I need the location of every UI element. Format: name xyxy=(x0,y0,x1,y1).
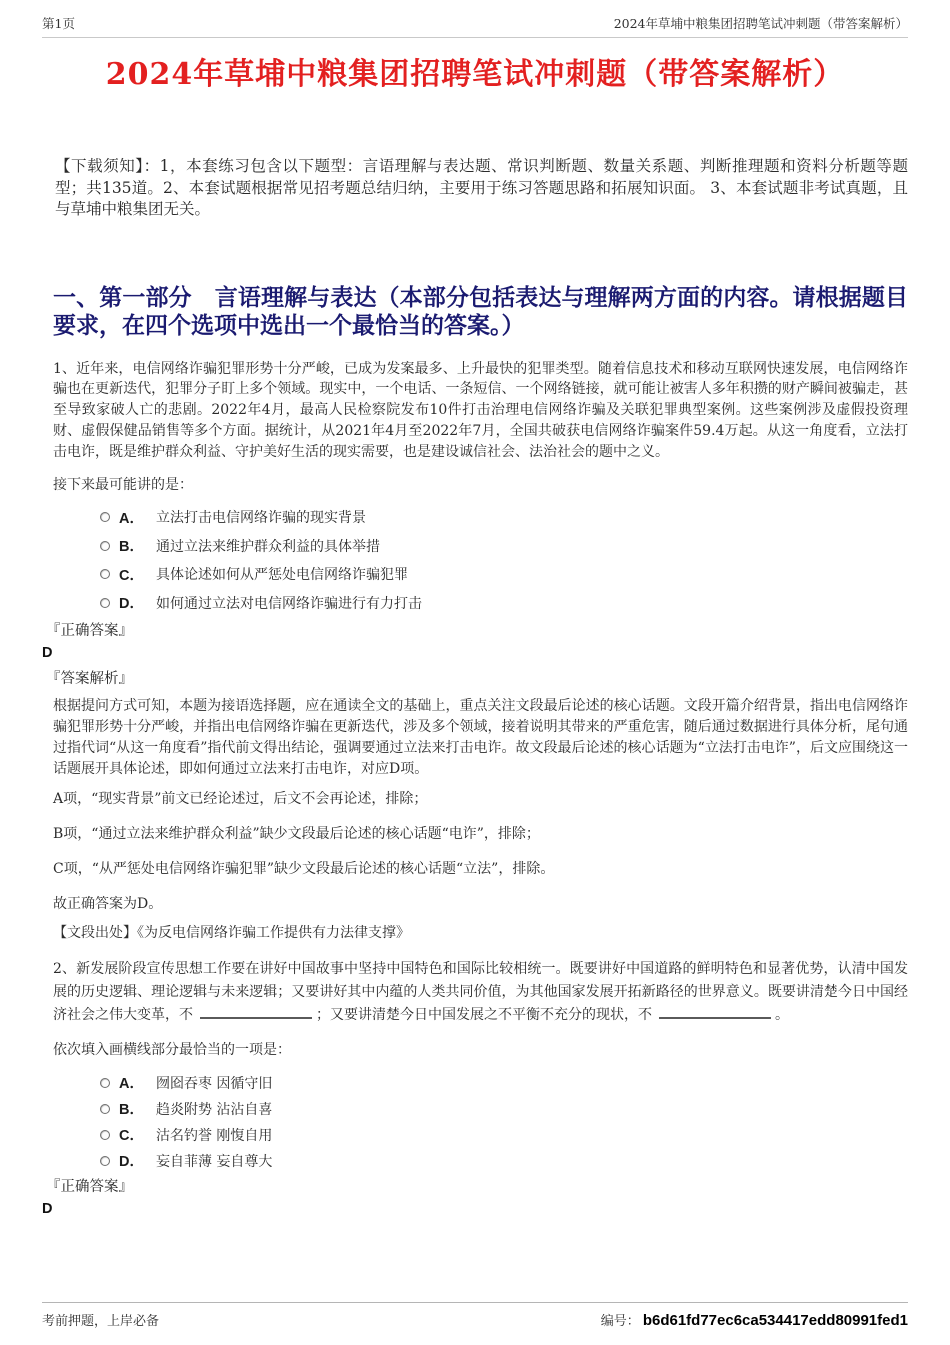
analysis-point-c: C项，“从严惩处电信网络诈骗犯罪”缺少文段最后论述的核心话题“立法”，排除。 xyxy=(53,860,555,877)
page-header xyxy=(42,0,908,38)
option-letter: D． xyxy=(119,596,144,613)
option-row-b[interactable] xyxy=(100,536,950,556)
option-letter: C． xyxy=(119,567,144,584)
option-text: 趋炎附势 沾沾自喜 xyxy=(155,1101,273,1118)
option-row-c[interactable] xyxy=(100,1125,950,1145)
option-letter: A． xyxy=(119,1076,144,1093)
question-1-analysis: 根据提问方式可知，本题为接语选择题，应在通读全文的基础上，重点关注文段最后论述的核心话题。文段开篇介绍背景，指出电信网络诈骗犯罪形势十分严峻，并指出电信网络诈骗在更新迭代，涉及多个领域，接着说明其带来的严重危害，随后通过数据进行具体分析，尾句通过指代词“从这一角度看”指代前文得出结论，强调要通过立法来打击电诈。故文段最后论述的核心话题为“立法打击电诈”，后文应围绕这一话题展开具体论述，即如何通过立法来打击电诈，对应D项。 xyxy=(53,698,908,777)
question-1-options xyxy=(100,507,950,613)
question-2-text xyxy=(53,958,908,1027)
serial-value: b6d61fd77ec6ca534417edd80991fed1 xyxy=(642,1312,908,1329)
section-heading: 一、第一部分 言语理解与表达（本部分包括表达与理解两方面的内容。请根据题目要求，在四个选项中选出一个最恰当的答案。） xyxy=(53,283,908,339)
question-2-text-part1: 2、新发展阶段宣传思想工作要在讲好中国故事中坚持中国特色和国际比较相统一。既要讲好中国道路的鲜明特色和显著优势，认清中国发展的历史逻辑、理论逻辑与未来逻辑；又要讲好其中内蕴的人类共同价值，为其他国家发展开拓新路径的世界意义。既要讲清楚今日中国经济社会之伟大变革，不 xyxy=(53,960,908,1023)
option-text: 囫囵吞枣 因循守旧 xyxy=(155,1075,273,1092)
option-row-d[interactable] xyxy=(100,1151,950,1171)
option-text: 通过立法来维护群众利益的具体举措 xyxy=(155,538,380,555)
radio-button-icon[interactable] xyxy=(100,1156,110,1166)
radio-button-icon[interactable] xyxy=(100,541,110,551)
radio-button-icon[interactable] xyxy=(100,1130,110,1140)
option-text: 妄自菲薄 妄自尊大 xyxy=(155,1153,273,1170)
correct-answer-value-q1: D xyxy=(42,645,53,662)
radio-button-icon[interactable] xyxy=(100,512,110,522)
page-number: 第1页 xyxy=(42,16,75,31)
question-1-text: 1、近年来，电信网络诈骗犯罪形势十分严峻，已成为发案最多、上升最快的犯罪类型。随着信息技术和移动互联网快速发展，电信网络诈骗也在更新迭代，犯罪分子盯上多个领域。现实中，一个电话、一条短信、一个网络链接，就可能让被害人多年积攒的财产瞬间被骗走，甚至导致家破人亡的悲剧。2022年4月，最高人民检察院发布10件打击治理电信网络诈骗及关联犯罪典型案例。这些案例涉及虚假投资理财、虚假保健品销售等多个方面。据统计，从2021年4月至2022年7月，全国共破获电信网络诈骗案件59.4万起。从这一角度看，立法打击电诈，既是维护群众利益、守护美好生活的现实需要，也是建设诚信社会、法治社会的题中之义。 xyxy=(53,360,908,460)
blank-line xyxy=(200,1006,312,1019)
header-doc-title: 2024年草埔中粮集团招聘笔试冲刺题（带答案解析） xyxy=(613,16,908,31)
option-row-a[interactable] xyxy=(100,1073,950,1093)
serial-label: 编号： xyxy=(600,1314,640,1329)
answer-analysis-label: 『答案解析』 xyxy=(46,671,133,688)
question-2-prompt: 依次填入画横线部分最恰当的一项是： xyxy=(53,1041,291,1058)
option-letter: D． xyxy=(119,1154,144,1171)
option-row-c[interactable] xyxy=(100,564,950,584)
footer-slogan: 考前押题，上岸必备 xyxy=(42,1314,160,1329)
radio-button-icon[interactable] xyxy=(100,569,110,579)
question-2-text-part2: ；又要讲清楚今日中国发展之不平衡不充分的现状，不 xyxy=(316,1006,652,1023)
download-notice: 【下载须知】：1，本套练习包含以下题型：言语理解与表达题、常识判断题、数量关系题、判断推理题和资料分析题等题型；共135道。2、本套试题根据常见招考题总结归纳，主要用于练习答题思路和拓展知识面。 3、本套试题非考试真题，且与草埔中粮集团无关。 xyxy=(55,157,908,218)
analysis-point-a: A项，“现实背景”前文已经论述过，后文不会再论述，排除； xyxy=(53,790,428,807)
analysis-point-b: B项，“通过立法来维护群众利益”缺少文段最后论述的核心话题“电诈”，排除； xyxy=(53,825,540,842)
correct-answer-label: 『正确答案』 xyxy=(46,623,133,640)
analysis-conclusion: 故正确答案为D。 xyxy=(53,895,163,912)
question-2-options xyxy=(100,1073,950,1171)
footer-serial xyxy=(601,1310,908,1329)
question-1-prompt: 接下来最可能讲的是： xyxy=(53,477,193,494)
correct-answer-label: 『正确答案』 xyxy=(46,1178,133,1195)
radio-button-icon[interactable] xyxy=(100,1078,110,1088)
option-text: 立法打击电信网络诈骗的现实背景 xyxy=(155,510,366,527)
option-letter: B． xyxy=(119,539,144,556)
option-letter: B． xyxy=(119,1102,144,1119)
option-text: 沽名钓誉 刚愎自用 xyxy=(155,1127,273,1144)
question-2-text-part3: 。 xyxy=(775,1006,789,1023)
option-row-d[interactable] xyxy=(100,593,950,613)
passage-source: 【文段出处】《为反电信网络诈骗工作提供有力法律支撑》 xyxy=(53,924,410,941)
page-footer xyxy=(42,1302,908,1329)
document-title: 2024年草埔中粮集团招聘笔试冲刺题（带答案解析） xyxy=(105,57,845,92)
radio-button-icon[interactable] xyxy=(100,598,110,608)
option-text: 如何通过立法对电信网络诈骗进行有力打击 xyxy=(155,595,422,612)
option-row-a[interactable] xyxy=(100,507,950,527)
blank-line xyxy=(659,1006,771,1019)
option-letter: C． xyxy=(119,1128,144,1145)
option-letter: A． xyxy=(119,510,144,527)
option-row-b[interactable] xyxy=(100,1099,950,1119)
correct-answer-value-q2: D xyxy=(42,1200,53,1217)
radio-button-icon[interactable] xyxy=(100,1104,110,1114)
option-text: 具体论述如何从严惩处电信网络诈骗犯罪 xyxy=(155,567,408,584)
